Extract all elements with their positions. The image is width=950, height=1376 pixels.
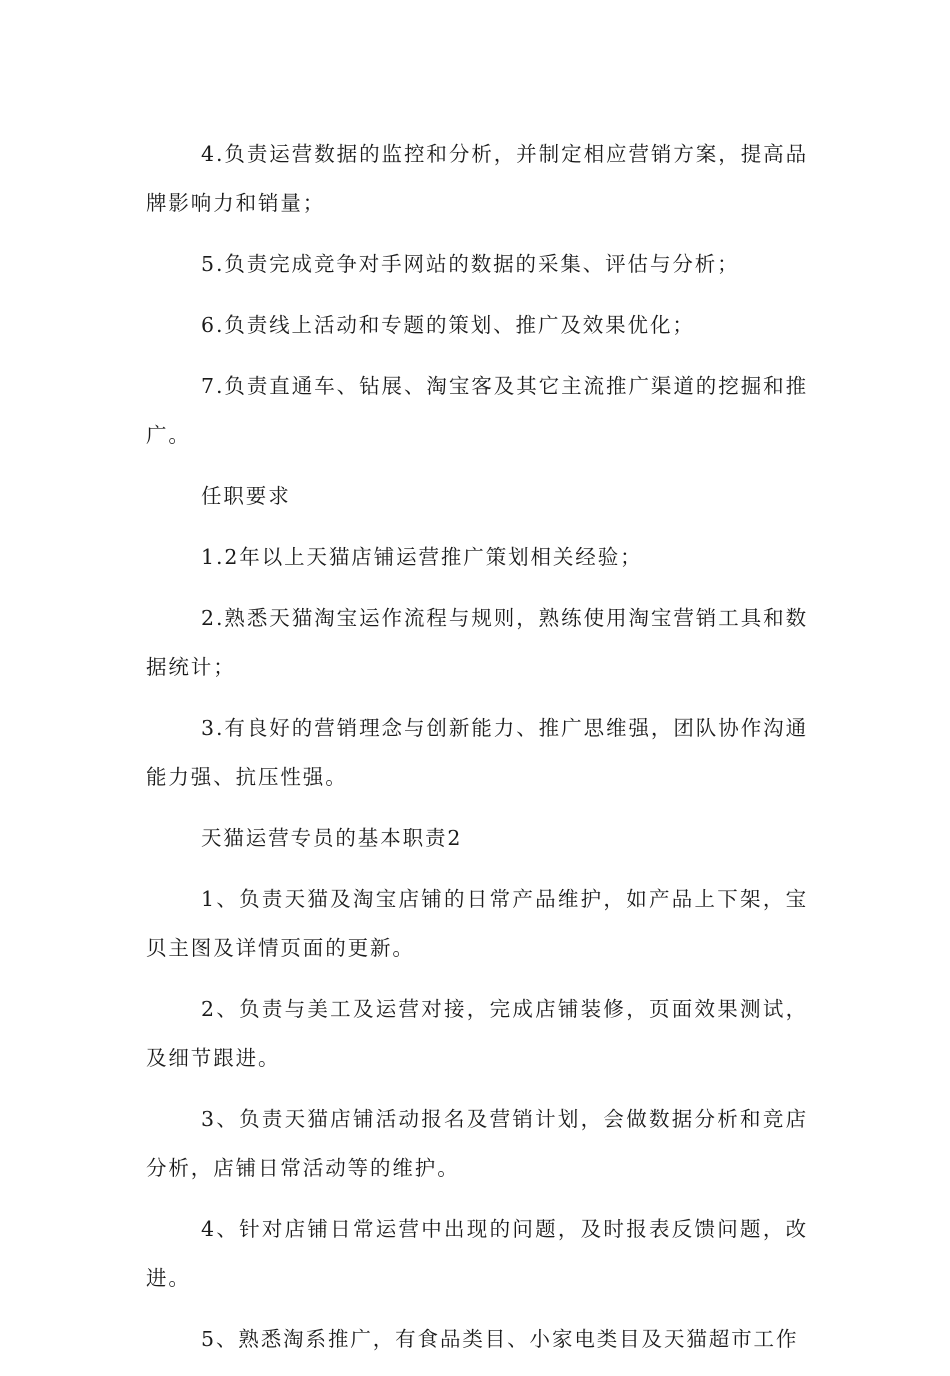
section2-item-5: 5、熟悉淘系推广，有食品类目、小家电类目及天猫超市工作 bbox=[201, 1327, 799, 1351]
duty-item-4: 4.负责运营数据的监控和分析，并制定相应营销方案，提高品牌影响力和销量； bbox=[146, 142, 808, 215]
document-body bbox=[146, 130, 808, 1376]
duty-item-6: 6.负责线上活动和专题的策划、推广及效果优化； bbox=[201, 313, 695, 337]
duty-item-7: 7.负责直通车、钻展、淘宝客及其它主流推广渠道的挖掘和推广。 bbox=[146, 374, 808, 447]
section2-item-1: 1、负责天猫及淘宝店铺的日常产品维护，如产品上下架，宝贝主图及详情页面的更新。 bbox=[146, 887, 808, 960]
duty-item-5: 5.负责完成竞争对手网站的数据的采集、评估与分析； bbox=[201, 252, 740, 276]
section-heading-2: 天猫运营专员的基本职责2 bbox=[201, 826, 463, 850]
requirements-heading: 任职要求 bbox=[201, 484, 291, 508]
section2-item-4: 4、针对店铺日常运营中出现的问题，及时报表反馈问题，改进。 bbox=[146, 1217, 808, 1290]
requirement-item-2: 2.熟悉天猫淘宝运作流程与规则，熟练使用淘宝营销工具和数据统计； bbox=[146, 606, 808, 679]
requirement-item-1: 1.2年以上天猫店铺运营推广策划相关经验； bbox=[201, 545, 643, 569]
section2-item-3: 3、负责天猫店铺活动报名及营销计划，会做数据分析和竞店分析，店铺日常活动等的维护。 bbox=[146, 1107, 808, 1180]
section2-item-2: 2、负责与美工及运营对接，完成店铺装修，页面效果测试，及细节跟进。 bbox=[146, 997, 808, 1070]
requirement-item-3: 3.有良好的营销理念与创新能力、推广思维强，团队协作沟通能力强、抗压性强。 bbox=[146, 716, 808, 789]
